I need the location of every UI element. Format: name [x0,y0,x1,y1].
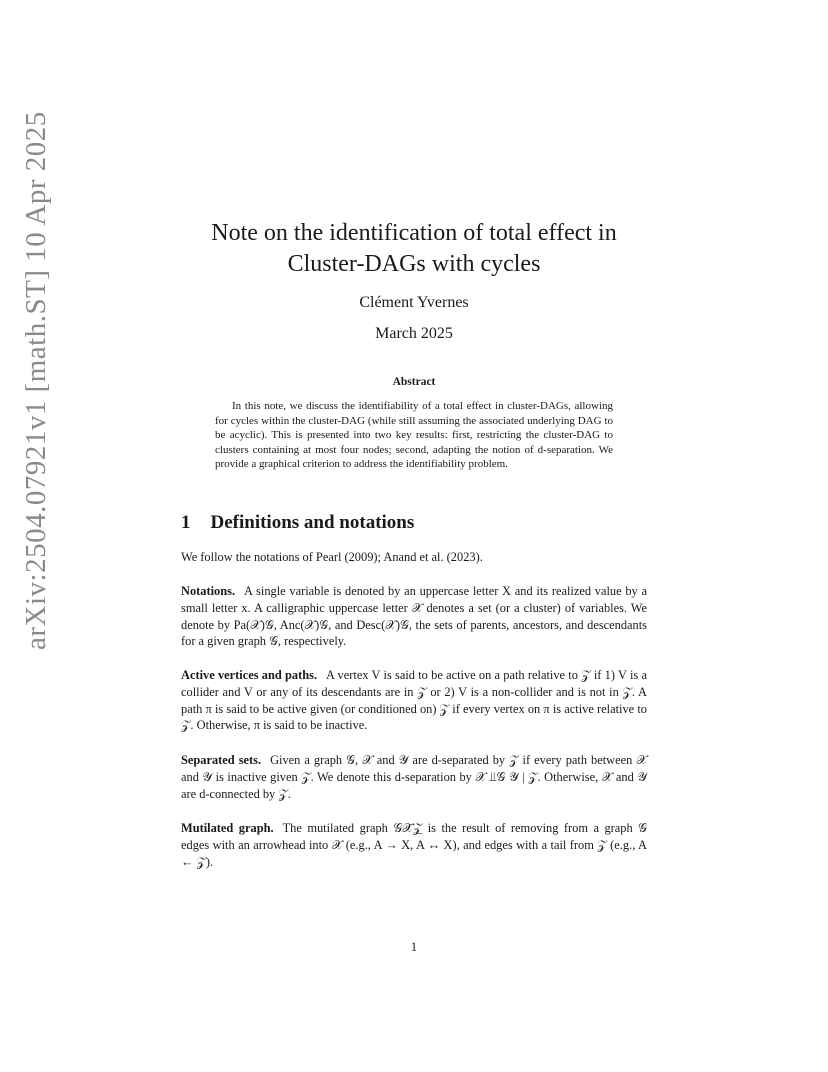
abstract-body: In this note, we discuss the identifiability of a total effect in cluster-DAGs, allowing for cycles within the cluster-DAG (while still assuming the associated underlying DAG to be acyclic). This is presented into two key results: first, restricting the cluster-DAG to clusters containing at most four nodes; second, adapting the notion of d-separation. We provide a graphical criterion to address the identifiability problem. [215,400,613,471]
publication-date: March 2025 [375,325,453,342]
page-number: 1 [410,940,418,954]
mutilated-paragraph [181,820,647,870]
section-number: 1 [181,512,191,533]
title-line-1: Note on the identification of total effect in [211,220,617,246]
title-line-2: Cluster-DAGs with cycles [287,251,541,277]
section-heading [181,512,414,534]
intro-paragraph: We follow the notations of Pearl (2009); Anand et al. (2023). [181,550,483,564]
separated-body: Given a graph 𝒢, 𝒳 and 𝒴 are d-separated by 𝒵 if every path between 𝒳 and 𝒴 is inactive given 𝒵. We denote this d-separation by 𝒳 ⫫𝒢 𝒴 | 𝒵. Otherwise, 𝒳 and 𝒴 are d-connected by 𝒵. [181,753,648,801]
mutilated-body: The mutilated graph 𝒢𝒳̄𝒵̲ is the result of removing from a graph 𝒢 edges with an arrowhead into 𝒳 (e.g., A → X, A ↔ X), and edges with a tail from 𝒵 (e.g., A ← 𝒵). [181,821,647,869]
mutilated-heading: Mutilated graph. [181,821,274,835]
author-name: Clément Yvernes [359,294,469,311]
separated-paragraph [181,752,647,802]
active-paragraph [181,667,647,734]
active-body: A vertex V is said to be active on a path relative to 𝒵 if 1) V is a collider and V or any of its descendants are in 𝒵 or 2) V is a non-collider and is not in 𝒵. A path π is said to be active given (or conditioned on) 𝒵 if every vertex on π is active relative to 𝒵. Otherwise, π is said to be inactive. [181,668,647,733]
notations-paragraph [181,583,647,650]
abstract-heading: Abstract [392,376,436,388]
notations-body: A single variable is denoted by an uppercase letter X and its realized value by a small letter x. A calligraphic uppercase letter 𝒳 denotes a set (or a cluster) of variables. We denote by Pa(𝒳)𝒢, Anc(𝒳)𝒢, and Desc(𝒳)𝒢, the sets of parents, ancestors, and descendants for a given graph 𝒢, respectively. [181,584,647,649]
separated-heading: Separated sets. [181,753,262,767]
section-title: Definitions and notations [210,512,415,533]
arxiv-identifier: arXiv:2504.07921v1 [math.ST] 10 Apr 2025 [20,111,52,650]
notations-heading: Notations. [181,584,236,598]
active-heading: Active vertices and paths. [181,668,318,682]
paper-title [181,218,647,280]
